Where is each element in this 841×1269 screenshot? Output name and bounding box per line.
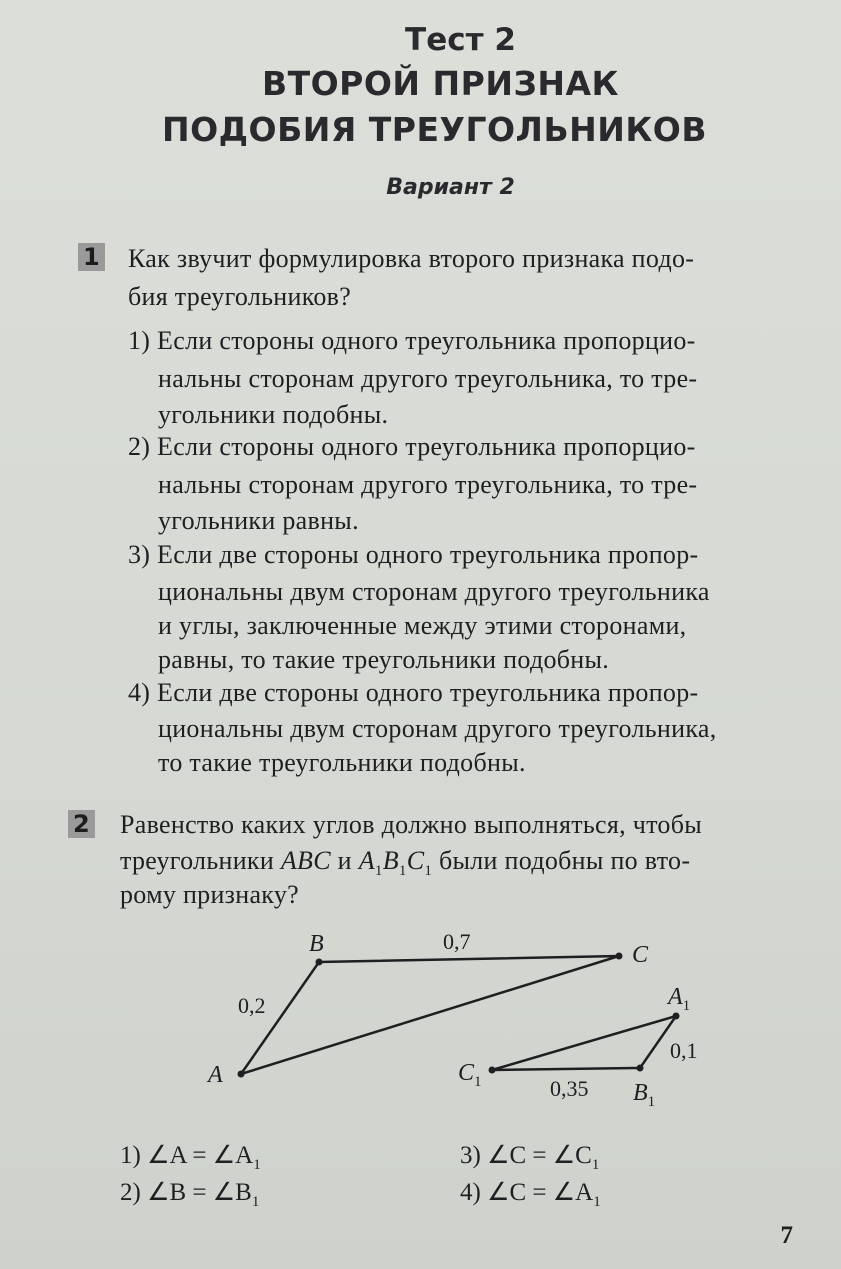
label-a: A xyxy=(208,1062,223,1088)
triangle-abc xyxy=(241,956,619,1074)
test-number: Тест 2 xyxy=(405,22,516,58)
point-b1 xyxy=(637,1065,644,1072)
q1-option-2: 2) Если стороны одного треугольника пропорцио- xyxy=(128,432,696,461)
q2-line-3: рому признаку? xyxy=(120,880,300,909)
q2-answer-3: 3) ∠C = $\angle C_1$ xyxy=(460,1142,600,1173)
q2-line-2: треугольники ABC и $A_1B_1C_1$ были подобны по вто- xyxy=(120,846,691,880)
q1-option-1: угольники подобны. xyxy=(158,400,389,429)
q2-answer-4: 4) ∠C = $\angle A_1$ xyxy=(460,1179,601,1210)
q1-option-1: 1) Если стороны одного треугольника пропорцио- xyxy=(128,326,696,355)
point-a xyxy=(238,1071,245,1078)
label-b: B xyxy=(309,931,324,957)
q2-answer-2: 2) ∠B = $\angle B_1$ xyxy=(120,1179,260,1210)
q1-option-2: угольники равны. xyxy=(158,506,359,535)
point-a1 xyxy=(673,1013,680,1020)
label-c: C xyxy=(632,942,649,968)
point-b xyxy=(316,959,323,966)
triangle-a1b1c1 xyxy=(492,1016,676,1070)
point-c xyxy=(616,953,623,960)
label-c1: $C_1$ xyxy=(458,1060,482,1090)
q1-option-3: 3) Если две стороны одного треугольника пропор- xyxy=(128,540,699,569)
variant: Вариант 2 xyxy=(386,175,515,200)
point-c1 xyxy=(489,1067,496,1074)
page-number: 7 xyxy=(780,1222,793,1249)
q1-option-4: 4) Если две стороны одного треугольника пропор- xyxy=(128,678,699,707)
side-ab-label: 0,2 xyxy=(238,993,266,1018)
q1-option-2: нальны сторонам другого треугольника, то тре- xyxy=(158,470,698,499)
side-a1b1-label: 0,1 xyxy=(670,1038,698,1063)
side-bc-label: 0,7 xyxy=(443,929,471,954)
label-b1: $B_1$ xyxy=(633,1080,656,1110)
question-1-number: 1 xyxy=(78,243,105,271)
q1-line: Как звучит формулировка второго признака подо- xyxy=(128,244,695,273)
q2-line-1: Равенство каких углов должно выполняться, чтобы xyxy=(120,810,703,839)
q1-option-1: нальны сторонам другого треугольника, то тре- xyxy=(158,364,698,393)
title-line-1: ВТОРОЙ ПРИЗНАК xyxy=(261,64,620,103)
side-b1c1-label: 0,35 xyxy=(550,1076,589,1101)
q1-option-3: и углы, заключенные между этими сторонами, xyxy=(158,611,687,640)
q1-option-4: циональны двум сторонам другого треугольника, xyxy=(158,714,717,743)
q1-option-3: равны, то такие треугольники подобны. xyxy=(158,645,610,674)
q1-option-4: то такие треугольники подобны. xyxy=(158,748,526,777)
label-a1: $A_1$ xyxy=(668,984,691,1014)
q2-answer-1: 1) ∠A = $\angle A_1$ xyxy=(120,1142,261,1173)
title-line-2: ПОДОБИЯ ТРЕУГОЛЬНИКОВ xyxy=(161,110,708,149)
question-2-number: 2 xyxy=(68,810,95,838)
q1-line: бия треугольников? xyxy=(128,282,352,311)
q1-option-3: циональны двум сторонам другого треугольника xyxy=(158,577,710,606)
